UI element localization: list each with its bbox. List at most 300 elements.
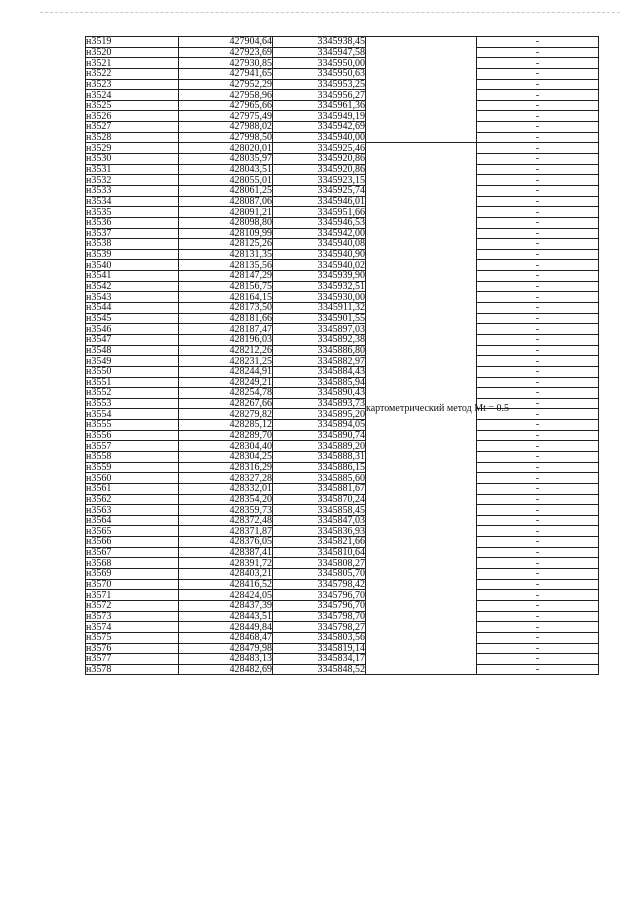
x-coordinate-cell: 428055,01 [179, 175, 273, 186]
point-id-cell: н3526 [86, 111, 179, 122]
description-cell: - [477, 505, 599, 516]
y-coordinate-cell: 3345890,74 [273, 430, 366, 441]
table-row [86, 420, 599, 431]
table-row [86, 175, 599, 186]
table-row [86, 271, 599, 282]
x-coordinate-cell: 428131,35 [179, 249, 273, 260]
table-row [86, 207, 599, 218]
x-coordinate-cell: 428244,91 [179, 366, 273, 377]
description-cell: - [477, 398, 599, 409]
x-coordinate-cell: 428376,05 [179, 537, 273, 548]
description-cell: - [477, 90, 599, 101]
point-id-cell: н3550 [86, 366, 179, 377]
y-coordinate-cell: 3345897,03 [273, 324, 366, 335]
y-coordinate-cell: 3345930,00 [273, 292, 366, 303]
point-id-cell: н3540 [86, 260, 179, 271]
table-row [86, 356, 599, 367]
x-coordinate-cell: 428181,66 [179, 313, 273, 324]
description-cell: - [477, 68, 599, 79]
description-cell: - [477, 632, 599, 643]
description-cell: - [477, 122, 599, 133]
description-cell: - [477, 143, 599, 154]
y-coordinate-cell: 3345803,56 [273, 632, 366, 643]
description-cell: - [477, 132, 599, 143]
x-coordinate-cell: 428279,82 [179, 409, 273, 420]
x-coordinate-cell: 428147,29 [179, 271, 273, 282]
point-id-cell: н3571 [86, 590, 179, 601]
point-id-cell: н3521 [86, 58, 179, 69]
point-id-cell: н3538 [86, 239, 179, 250]
point-id-cell: н3552 [86, 388, 179, 399]
table-row [86, 122, 599, 133]
x-coordinate-cell: 428449,84 [179, 622, 273, 633]
x-coordinate-cell: 428332,01 [179, 483, 273, 494]
table-row [86, 430, 599, 441]
point-id-cell: н3545 [86, 313, 179, 324]
y-coordinate-cell: 3345950,00 [273, 58, 366, 69]
table-row [86, 111, 599, 122]
x-coordinate-cell: 427965,66 [179, 100, 273, 111]
x-coordinate-cell: 428091,21 [179, 207, 273, 218]
x-coordinate-cell: 428372,48 [179, 515, 273, 526]
table-row [86, 313, 599, 324]
point-id-cell: н3577 [86, 654, 179, 665]
description-cell: - [477, 600, 599, 611]
table-row [86, 377, 599, 388]
table-row [86, 47, 599, 58]
x-coordinate-cell: 428187,47 [179, 324, 273, 335]
y-coordinate-cell: 3345858,45 [273, 505, 366, 516]
point-id-cell: н3542 [86, 281, 179, 292]
x-coordinate-cell: 428371,87 [179, 526, 273, 537]
y-coordinate-cell: 3345946,53 [273, 217, 366, 228]
point-id-cell: н3523 [86, 79, 179, 90]
point-id-cell: н3522 [86, 68, 179, 79]
table-row [86, 345, 599, 356]
point-id-cell: н3519 [86, 37, 179, 48]
point-id-cell: н3533 [86, 185, 179, 196]
table-row [86, 398, 599, 409]
point-id-cell: н3539 [86, 249, 179, 260]
x-coordinate-cell: 428479,98 [179, 643, 273, 654]
point-id-cell: н3559 [86, 462, 179, 473]
table-row [86, 569, 599, 580]
table-row [86, 249, 599, 260]
y-coordinate-cell: 3345901,55 [273, 313, 366, 324]
description-cell: - [477, 451, 599, 462]
table-row [86, 154, 599, 165]
y-coordinate-cell: 3345920,86 [273, 154, 366, 165]
point-id-cell: н3560 [86, 473, 179, 484]
table-row [86, 409, 599, 420]
x-coordinate-cell: 428304,25 [179, 451, 273, 462]
point-id-cell: н3576 [86, 643, 179, 654]
point-id-cell: н3554 [86, 409, 179, 420]
description-cell: - [477, 590, 599, 601]
y-coordinate-cell: 3345895,20 [273, 409, 366, 420]
description-cell: - [477, 292, 599, 303]
x-coordinate-cell: 428391,72 [179, 558, 273, 569]
table-row [86, 58, 599, 69]
point-id-cell: н3527 [86, 122, 179, 133]
y-coordinate-cell: 3345796,70 [273, 590, 366, 601]
x-coordinate-cell: 428416,52 [179, 579, 273, 590]
table-row [86, 143, 599, 154]
x-coordinate-cell: 428316,29 [179, 462, 273, 473]
coordinates-table-body [86, 37, 599, 675]
description-cell: - [477, 441, 599, 452]
x-coordinate-cell: 428304,40 [179, 441, 273, 452]
x-coordinate-cell: 428109,99 [179, 228, 273, 239]
y-coordinate-cell: 3345892,38 [273, 334, 366, 345]
table-row [86, 185, 599, 196]
point-id-cell: н3529 [86, 143, 179, 154]
table-row [86, 654, 599, 665]
y-coordinate-cell: 3345956,27 [273, 90, 366, 101]
description-cell: - [477, 281, 599, 292]
description-cell: - [477, 569, 599, 580]
y-coordinate-cell: 3345925,74 [273, 185, 366, 196]
point-id-cell: н3528 [86, 132, 179, 143]
x-coordinate-cell: 427998,50 [179, 132, 273, 143]
description-cell: - [477, 111, 599, 122]
x-coordinate-cell: 428249,21 [179, 377, 273, 388]
x-coordinate-cell: 428468,47 [179, 632, 273, 643]
y-coordinate-cell: 3345808,27 [273, 558, 366, 569]
table-row [86, 611, 599, 622]
y-coordinate-cell: 3345889,20 [273, 441, 366, 452]
y-coordinate-cell: 3345894,05 [273, 420, 366, 431]
description-cell: - [477, 611, 599, 622]
y-coordinate-cell: 3345798,42 [273, 579, 366, 590]
table-row [86, 441, 599, 452]
description-cell: - [477, 388, 599, 399]
x-coordinate-cell: 428020,01 [179, 143, 273, 154]
x-coordinate-cell: 428289,70 [179, 430, 273, 441]
point-id-cell: н3573 [86, 611, 179, 622]
y-coordinate-cell: 3345932,51 [273, 281, 366, 292]
description-cell: - [477, 515, 599, 526]
x-coordinate-cell: 428285,12 [179, 420, 273, 431]
y-coordinate-cell: 3345882,97 [273, 356, 366, 367]
x-coordinate-cell: 428125,26 [179, 239, 273, 250]
table-row [86, 366, 599, 377]
x-coordinate-cell: 428254,78 [179, 388, 273, 399]
description-cell: - [477, 239, 599, 250]
y-coordinate-cell: 3345947,58 [273, 47, 366, 58]
description-cell: - [477, 164, 599, 175]
table-row [86, 494, 599, 505]
table-row [86, 196, 599, 207]
y-coordinate-cell: 3345951,66 [273, 207, 366, 218]
description-cell: - [477, 37, 599, 48]
y-coordinate-cell: 3345885,94 [273, 377, 366, 388]
x-coordinate-cell: 428135,56 [179, 260, 273, 271]
table-row [86, 228, 599, 239]
table-row [86, 579, 599, 590]
description-cell: - [477, 579, 599, 590]
x-coordinate-cell: 428087,06 [179, 196, 273, 207]
point-id-cell: н3575 [86, 632, 179, 643]
y-coordinate-cell: 3345886,15 [273, 462, 366, 473]
point-id-cell: н3557 [86, 441, 179, 452]
description-cell: - [477, 409, 599, 420]
description-cell: - [477, 185, 599, 196]
description-cell: - [477, 494, 599, 505]
y-coordinate-cell: 3345953,25 [273, 79, 366, 90]
point-id-cell: н3570 [86, 579, 179, 590]
y-coordinate-cell: 3345796,70 [273, 600, 366, 611]
y-coordinate-cell: 3345938,45 [273, 37, 366, 48]
table-row [86, 132, 599, 143]
y-coordinate-cell: 3345884,43 [273, 366, 366, 377]
table-row [86, 547, 599, 558]
description-cell: - [477, 430, 599, 441]
y-coordinate-cell: 3345819,14 [273, 643, 366, 654]
y-coordinate-cell: 3345810,64 [273, 547, 366, 558]
table-row [86, 68, 599, 79]
y-coordinate-cell: 3345890,43 [273, 388, 366, 399]
description-cell: - [477, 207, 599, 218]
point-id-cell: н3568 [86, 558, 179, 569]
point-id-cell: н3530 [86, 154, 179, 165]
y-coordinate-cell: 3345920,86 [273, 164, 366, 175]
description-cell: - [477, 175, 599, 186]
point-id-cell: н3572 [86, 600, 179, 611]
table-row [86, 164, 599, 175]
description-cell: - [477, 271, 599, 282]
description-cell: - [477, 154, 599, 165]
description-cell: - [477, 58, 599, 69]
description-cell: - [477, 228, 599, 239]
table-row [86, 324, 599, 335]
table-row [86, 292, 599, 303]
description-cell: - [477, 79, 599, 90]
y-coordinate-cell: 3345885,60 [273, 473, 366, 484]
method-cell-empty [366, 37, 477, 143]
x-coordinate-cell: 428061,25 [179, 185, 273, 196]
y-coordinate-cell: 3345888,31 [273, 451, 366, 462]
x-coordinate-cell: 428231,25 [179, 356, 273, 367]
y-coordinate-cell: 3345940,90 [273, 249, 366, 260]
x-coordinate-cell: 428354,20 [179, 494, 273, 505]
table-row [86, 473, 599, 484]
table-row [86, 526, 599, 537]
description-cell: - [477, 664, 599, 675]
x-coordinate-cell: 428164,15 [179, 292, 273, 303]
table-row [86, 590, 599, 601]
y-coordinate-cell: 3345940,02 [273, 260, 366, 271]
point-id-cell: н3563 [86, 505, 179, 516]
y-coordinate-cell: 3345836,93 [273, 526, 366, 537]
coordinates-table [85, 36, 599, 675]
y-coordinate-cell: 3345893,73 [273, 398, 366, 409]
y-coordinate-cell: 3345881,67 [273, 483, 366, 494]
y-coordinate-cell: 3345939,90 [273, 271, 366, 282]
point-id-cell: н3524 [86, 90, 179, 101]
description-cell: - [477, 303, 599, 314]
description-cell: - [477, 558, 599, 569]
x-coordinate-cell: 428359,73 [179, 505, 273, 516]
y-coordinate-cell: 3345940,00 [273, 132, 366, 143]
method-cell: картометрический метод Mt = 0.5 [366, 143, 477, 675]
description-cell: - [477, 313, 599, 324]
x-coordinate-cell: 428437,39 [179, 600, 273, 611]
table-row [86, 451, 599, 462]
y-coordinate-cell: 3345923,15 [273, 175, 366, 186]
y-coordinate-cell: 3345949,19 [273, 111, 366, 122]
x-coordinate-cell: 427988,02 [179, 122, 273, 133]
point-id-cell: н3565 [86, 526, 179, 537]
description-cell: - [477, 526, 599, 537]
description-cell: - [477, 547, 599, 558]
point-id-cell: н3556 [86, 430, 179, 441]
point-id-cell: н3535 [86, 207, 179, 218]
table-row [86, 37, 599, 48]
point-id-cell: н3564 [86, 515, 179, 526]
x-coordinate-cell: 428387,41 [179, 547, 273, 558]
table-row [86, 79, 599, 90]
description-cell: - [477, 483, 599, 494]
x-coordinate-cell: 428327,28 [179, 473, 273, 484]
table-row [86, 643, 599, 654]
description-cell: - [477, 217, 599, 228]
table-row [86, 217, 599, 228]
y-coordinate-cell: 3345961,36 [273, 100, 366, 111]
y-coordinate-cell: 3345798,27 [273, 622, 366, 633]
y-coordinate-cell: 3345798,70 [273, 611, 366, 622]
point-id-cell: н3537 [86, 228, 179, 239]
table-row [86, 664, 599, 675]
description-cell: - [477, 334, 599, 345]
table-row [86, 600, 599, 611]
point-id-cell: н3534 [86, 196, 179, 207]
y-coordinate-cell: 3345821,66 [273, 537, 366, 548]
point-id-cell: н3531 [86, 164, 179, 175]
table-row [86, 505, 599, 516]
description-cell: - [477, 47, 599, 58]
point-id-cell: н3551 [86, 377, 179, 388]
x-coordinate-cell: 428424,05 [179, 590, 273, 601]
description-cell: - [477, 643, 599, 654]
x-coordinate-cell: 428035,97 [179, 154, 273, 165]
description-cell: - [477, 366, 599, 377]
x-coordinate-cell: 427904,64 [179, 37, 273, 48]
y-coordinate-cell: 3345870,24 [273, 494, 366, 505]
table-row [86, 632, 599, 643]
table-row [86, 334, 599, 345]
description-cell: - [477, 196, 599, 207]
x-coordinate-cell: 428043,51 [179, 164, 273, 175]
description-cell: - [477, 100, 599, 111]
description-cell: - [477, 260, 599, 271]
point-id-cell: н3566 [86, 537, 179, 548]
table-row [86, 558, 599, 569]
x-coordinate-cell: 428156,75 [179, 281, 273, 292]
point-id-cell: н3549 [86, 356, 179, 367]
point-id-cell: н3532 [86, 175, 179, 186]
description-cell: - [477, 249, 599, 260]
table-row [86, 622, 599, 633]
description-cell: - [477, 473, 599, 484]
x-coordinate-cell: 428196,03 [179, 334, 273, 345]
description-cell: - [477, 654, 599, 665]
x-coordinate-cell: 428483,13 [179, 654, 273, 665]
point-id-cell: н3547 [86, 334, 179, 345]
y-coordinate-cell: 3345925,46 [273, 143, 366, 154]
point-id-cell: н3555 [86, 420, 179, 431]
point-id-cell: н3569 [86, 569, 179, 580]
table-row [86, 239, 599, 250]
table-row [86, 483, 599, 494]
point-id-cell: н3558 [86, 451, 179, 462]
description-cell: - [477, 622, 599, 633]
x-coordinate-cell: 428443,51 [179, 611, 273, 622]
point-id-cell: н3553 [86, 398, 179, 409]
x-coordinate-cell: 427975,49 [179, 111, 273, 122]
x-coordinate-cell: 427958,96 [179, 90, 273, 101]
x-coordinate-cell: 427930,85 [179, 58, 273, 69]
point-id-cell: н3567 [86, 547, 179, 558]
y-coordinate-cell: 3345805,70 [273, 569, 366, 580]
table-row [86, 462, 599, 473]
y-coordinate-cell: 3345848,52 [273, 664, 366, 675]
description-cell: - [477, 462, 599, 473]
point-id-cell: н3562 [86, 494, 179, 505]
description-cell: - [477, 324, 599, 335]
description-cell: - [477, 537, 599, 548]
x-coordinate-cell: 428173,50 [179, 303, 273, 314]
x-coordinate-cell: 427941,65 [179, 68, 273, 79]
point-id-cell: н3544 [86, 303, 179, 314]
y-coordinate-cell: 3345946,01 [273, 196, 366, 207]
x-coordinate-cell: 428212,26 [179, 345, 273, 356]
table-row [86, 303, 599, 314]
table-row [86, 100, 599, 111]
point-id-cell: н3574 [86, 622, 179, 633]
description-cell: - [477, 377, 599, 388]
y-coordinate-cell: 3345940,08 [273, 239, 366, 250]
y-coordinate-cell: 3345911,32 [273, 303, 366, 314]
x-coordinate-cell: 428403,21 [179, 569, 273, 580]
x-coordinate-cell: 428098,80 [179, 217, 273, 228]
point-id-cell: н3536 [86, 217, 179, 228]
point-id-cell: н3548 [86, 345, 179, 356]
x-coordinate-cell: 427952,29 [179, 79, 273, 90]
point-id-cell: н3520 [86, 47, 179, 58]
point-id-cell: н3541 [86, 271, 179, 282]
x-coordinate-cell: 428482,69 [179, 664, 273, 675]
table-row [86, 388, 599, 399]
y-coordinate-cell: 3345886,80 [273, 345, 366, 356]
x-coordinate-cell: 427923,69 [179, 47, 273, 58]
table-row [86, 537, 599, 548]
table-row [86, 260, 599, 271]
description-cell: - [477, 420, 599, 431]
point-id-cell: н3561 [86, 483, 179, 494]
point-id-cell: н3578 [86, 664, 179, 675]
x-coordinate-cell: 428267,66 [179, 398, 273, 409]
y-coordinate-cell: 3345942,00 [273, 228, 366, 239]
y-coordinate-cell: 3345834,17 [273, 654, 366, 665]
y-coordinate-cell: 3345847,03 [273, 515, 366, 526]
point-id-cell: н3525 [86, 100, 179, 111]
description-cell: - [477, 345, 599, 356]
page-top-rule [40, 12, 620, 13]
table-row [86, 281, 599, 292]
y-coordinate-cell: 3345950,63 [273, 68, 366, 79]
point-id-cell: н3546 [86, 324, 179, 335]
